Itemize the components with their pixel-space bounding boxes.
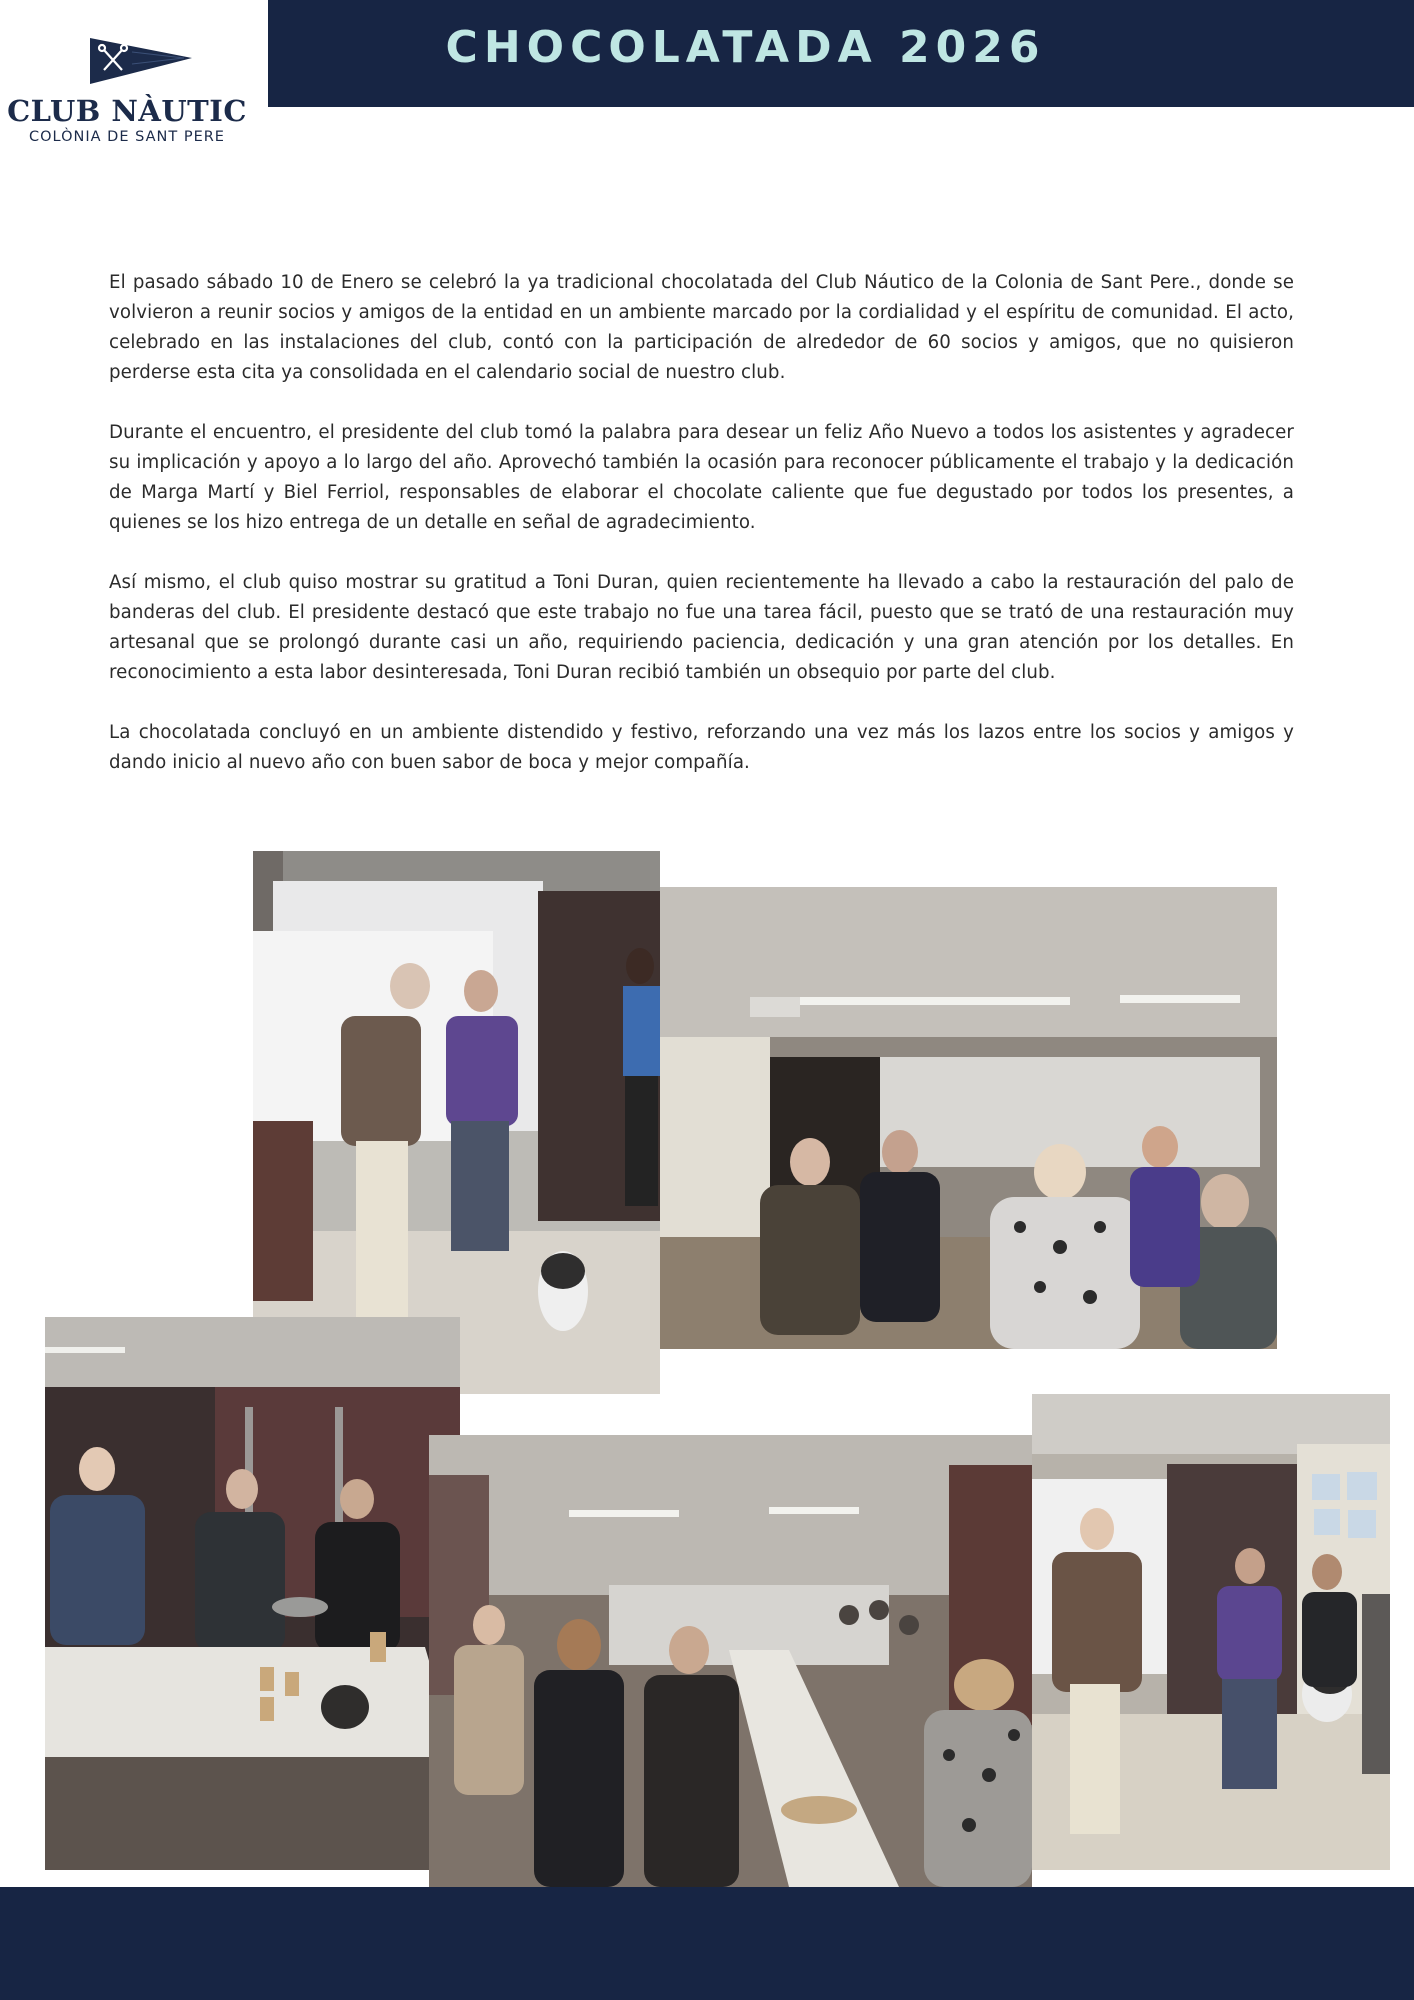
photo-speech-with-dog xyxy=(1032,1394,1390,1870)
footer-bar xyxy=(0,1887,1414,2000)
photo-long-table-crowd xyxy=(429,1435,1032,1887)
paragraph-1: El pasado sábado 10 de Enero se celebró la ya tradicional chocolatada del Club Náutico de la Colonia de Sant Pere., donde se volvieron a reunir socios y amigos de la entidad en un ambiente marcado por la cordialidad y el espíritu de comunidad. El acto, celebrado en las instalaciones del club, contó con la participación de alrededor de 60 socios y amigos, que no quisieron perderse esta cita ya consolidada en el calendario social de nuestro club. xyxy=(109,272,1294,383)
photo-award-with-dog xyxy=(253,851,660,1394)
paragraph-3: Así mismo, el club quiso mostrar su gratitud a Toni Duran, quien recientemente ha llevado a cabo la restauración del palo de banderas del club. El presidente destacó que este trabajo no fue una tarea fácil, puesto que se trató de una restauración muy artesanal que se prolongó durante casi un año, requiriendo paciencia, dedicación y una gran atención por los detalles. En reconocimiento a esta labor desinteresada, Toni Duran recibió también un obsequio por parte del club. xyxy=(109,572,1294,683)
club-logo xyxy=(0,0,268,150)
page-title: CHOCOLATADA 2026 xyxy=(445,22,1046,73)
photo-crowd-room xyxy=(660,887,1277,1349)
header-bar xyxy=(268,0,1414,107)
article-body xyxy=(109,268,1294,808)
paragraph-2: Durante el encuentro, el presidente del club tomó la palabra para desear un feliz Año Nuevo a todos los asistentes y agradecer su implicación y apoyo a lo largo del año. Aprovechó también la ocasión para reconocer públicamente el trabajo y la dedicación de Marga Martí y Biel Ferriol, responsables de elaborar el chocolate caliente que fue degustado por todos los presentes, a quienes se los hizo entrega de un detalle en señal de agradecimiento. xyxy=(109,422,1294,533)
logo-subtitle: COLÒNIA DE SANT PERE xyxy=(29,129,225,145)
pennant-flag-icon xyxy=(88,36,194,88)
logo-name: CLUB NÀUTIC xyxy=(7,94,247,128)
paragraph-4: La chocolatada concluyó en un ambiente distendido y festivo, reforzando una vez más los lazos entre los socios y amigos y dando inicio al nuevo año con buen sabor de boca y mejor compañía. xyxy=(109,722,1294,773)
photo-chocolate-servers xyxy=(45,1317,460,1870)
